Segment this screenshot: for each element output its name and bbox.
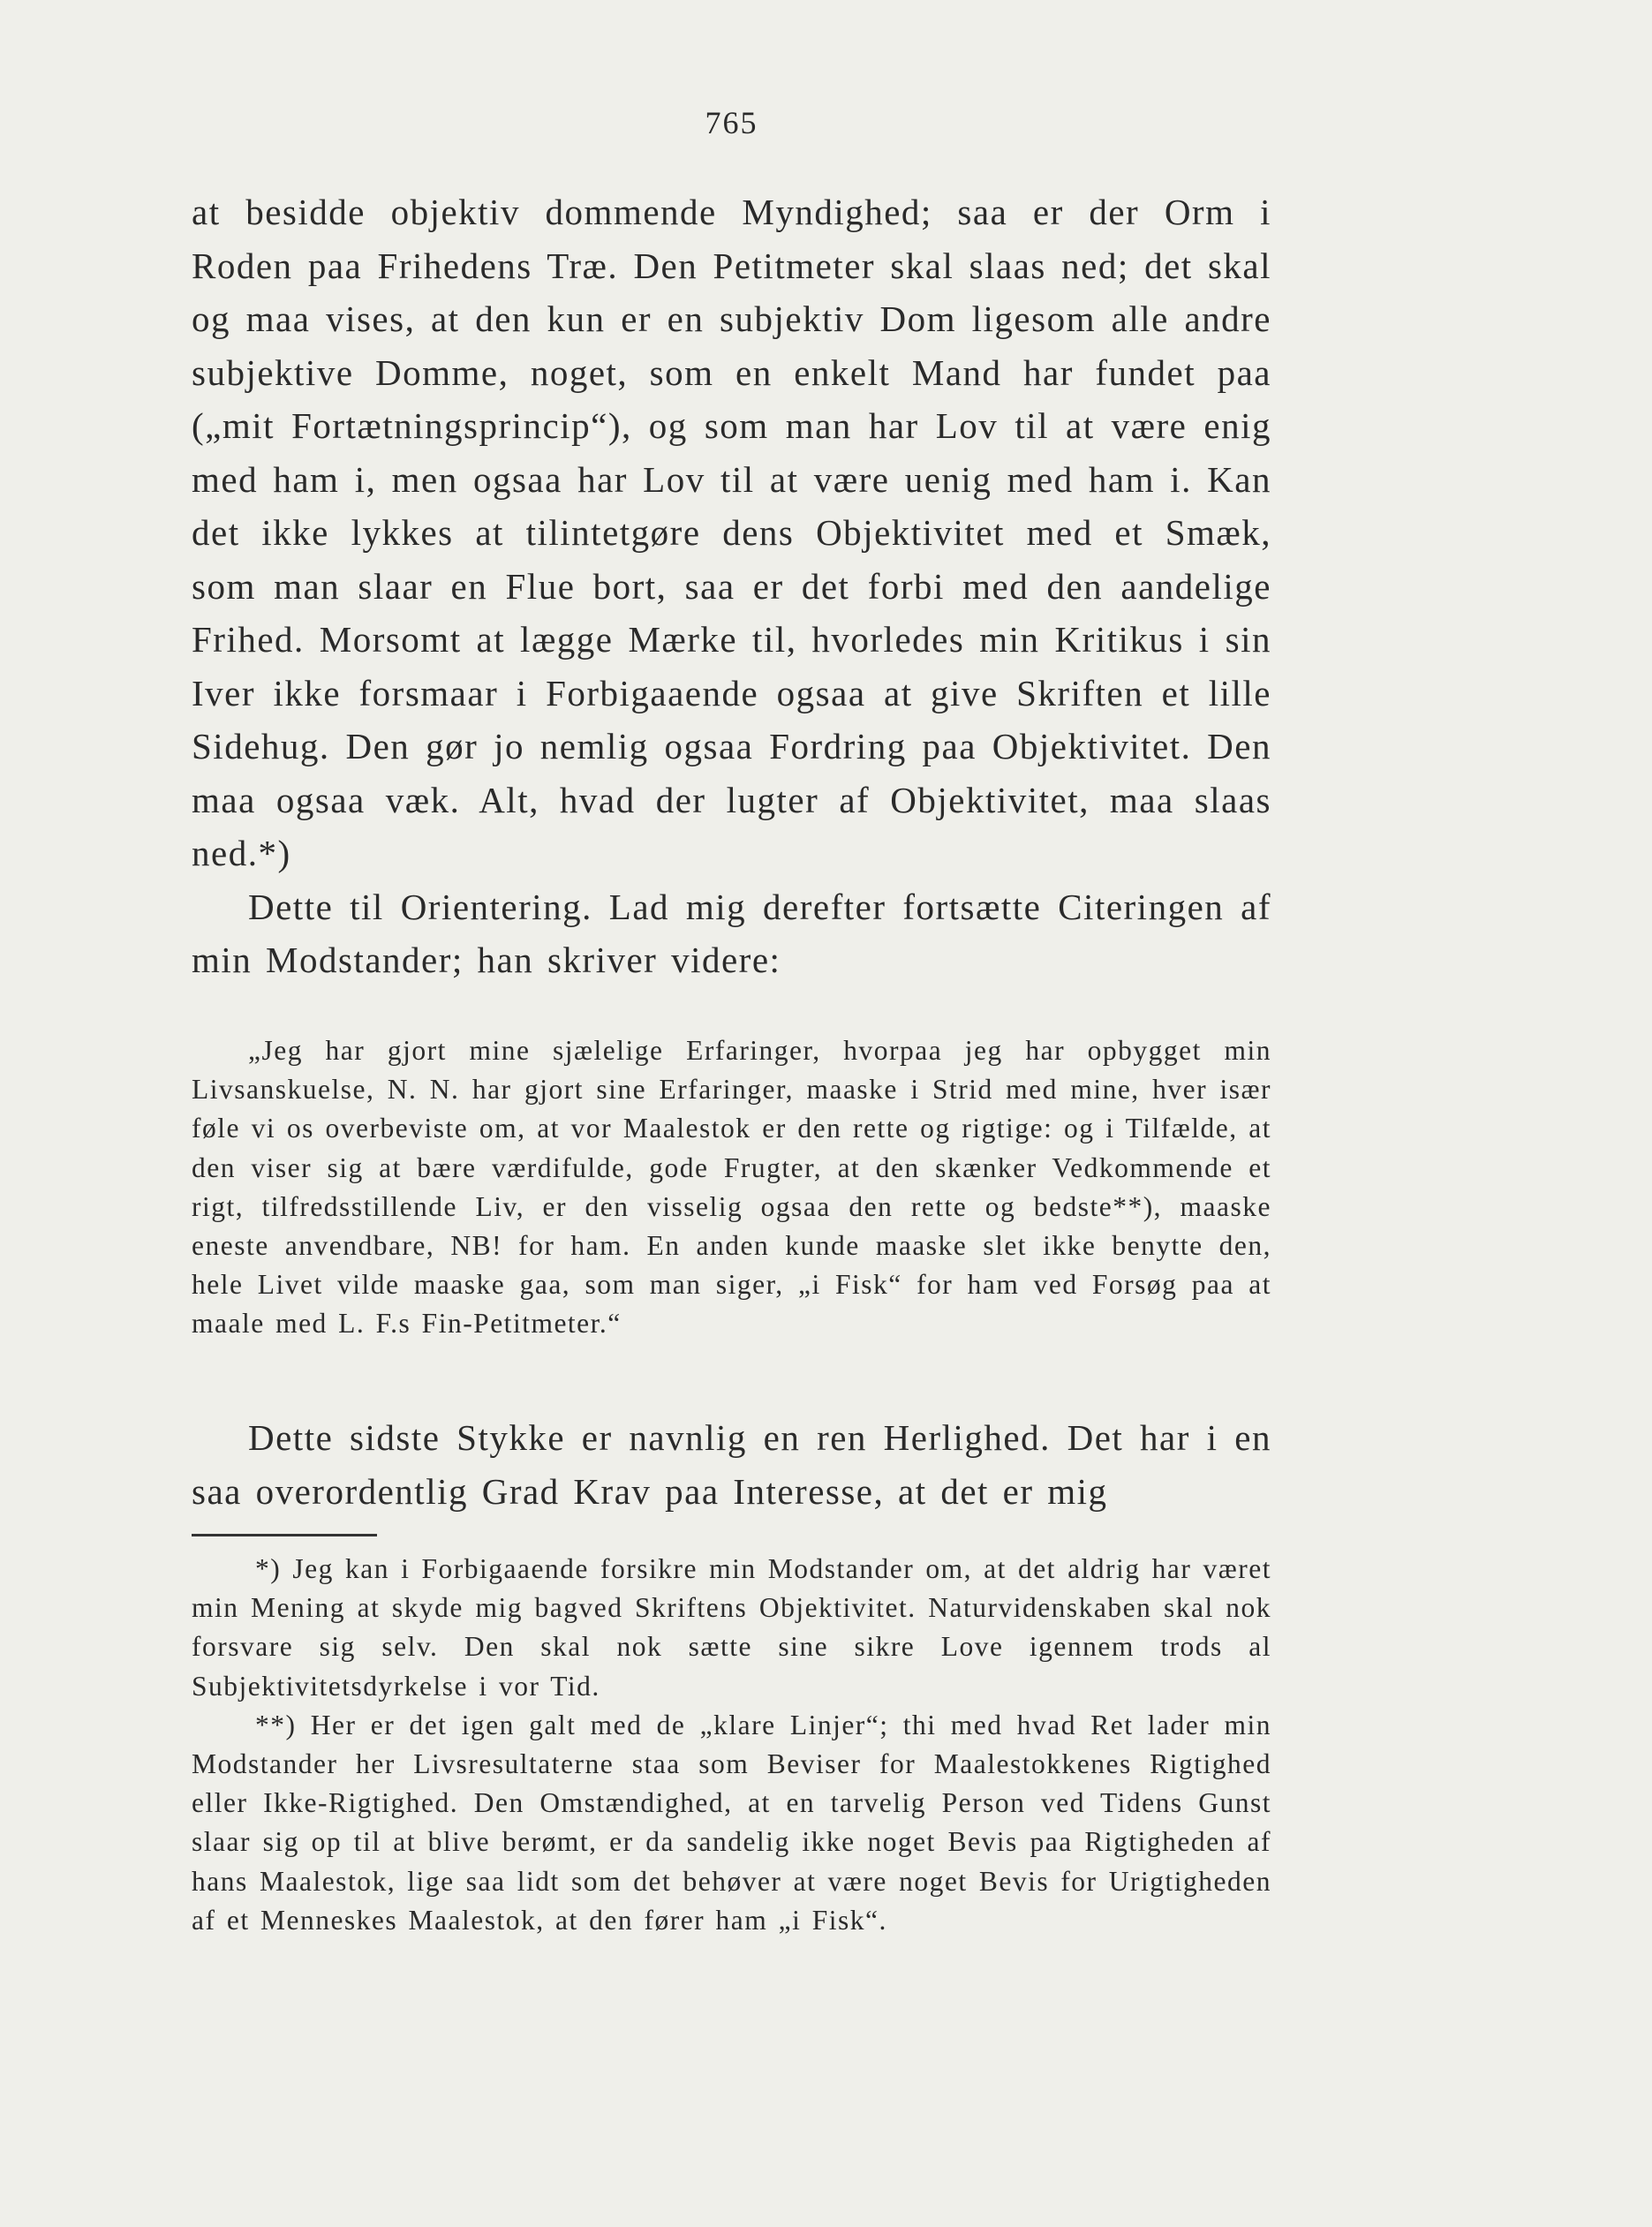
main-paragraph: at besidde objektiv dommende Myndighed; saa er der Orm i Roden paa Frihedens Træ. Den Petitmeter skal slaas ned; det skal og maa vises, at den kun er en subjektiv Dom ligesom alle andre subjektive Domme, noget, som en enkelt Mand har fundet paa („mit Fortætningsprincip“), og som man har Lov til at være enig med ham i, men ogsaa har Lov til at være uenig med ham i. Kan det ikke lykkes at tilintetgøre dens Objektivitet med et Smæk, som man slaar en Flue bort, saa er det forbi med den aandelige Frihed. Morsomt at lægge Mærke til, hvorledes min Kritikus i sin Iver ikke forsmaar i Forbigaaende ogsaa at give Skriften et lille Sidehug. Den gør jo nemlig ogsaa Fordring paa Objektivitet. Den maa ogsaa væk. Alt, hvad der lugter af Objektivitet, maa slaas ned.*) — [192, 192, 1271, 873]
closing-paragraph: Dette sidste Stykke er navnlig en ren Herlighed. Det har i en saa overordentlig Grad Krav paa Interesse, at det er mig — [192, 1417, 1271, 1512]
footnote-divider — [192, 1534, 377, 1536]
footnotes — [192, 1550, 1271, 1940]
page-number: 765 — [705, 105, 758, 140]
main-text — [192, 185, 1271, 987]
quote-paragraph: „Jeg har gjort mine sjælelige Erfaringer, hvorpaa jeg har opbygget min Livsanskuelse, N. N. har gjort sine Erfaringer, maaske i Strid med mine, hver især føle vi os overbeviste om, at vor Maalestok er den rette og rigtige: og i Tilfælde, at den viser sig at bære værdifulde, gode Frugter, at den skænker Vedkommende et rigt, tilfredsstillende Liv, er den visselig ogsaa den rette og bedste**), maaske eneste anvendbare, NB! for ham. En anden kunde maaske slet ikke benytte den, hele Livet vilde maaske gaa, som man siger, „i Fisk“ for ham ved Forsøg paa at maale med L. F.s Fin-Petitmeter.“ — [192, 1035, 1271, 1340]
closing-text — [192, 1411, 1271, 1518]
block-quote — [192, 1031, 1271, 1344]
footnote: *) Jeg kan i Forbigaaende forsikre min Modstander om, at det aldrig har været min Mening at skyde mig bagved Skriftens Objektivitet. Naturvidenskaben skal nok forsvare sig selv. Den skal nok sætte sine sikre Love igennem trods al Subjektivitetsdyrkelse i vor Tid. — [192, 1553, 1271, 1702]
footnote: **) Her er det igen galt med de „klare Linjer“; thi med hvad Ret lader min Modstander her Livsresultaterne staa som Beviser for Maalestokkenes Rigtighed eller Ikke-Rigtighed. Den Omstændighed, at en tarvelig Person ved Tidens Gunst slaar sig op til at blive berømt, er da sandelig ikke noget Bevis paa Rigtigheden af hans Maalestok, lige saa lidt som det behøver at være noget Bevis for Urigtigheden af et Menneskes Maalestok, at den fører ham „i Fisk“. — [192, 1709, 1271, 1936]
main-paragraph: Dette til Orientering. Lad mig derefter fortsætte Citeringen af min Modstander; han skriver videre: — [192, 886, 1271, 980]
